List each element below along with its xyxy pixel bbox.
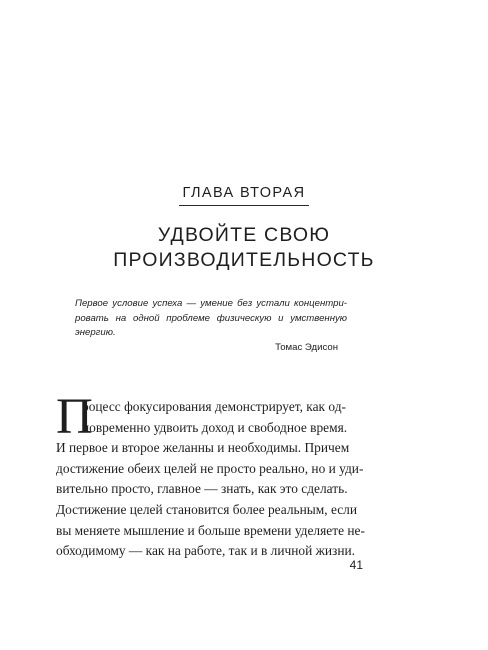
body-line: достижение обеих целей не просто реально, но и уди- bbox=[56, 460, 364, 476]
body-line: И первое и второе желанны и необходимы. Причем bbox=[56, 440, 350, 456]
body-line: вы меняете мышление и больше времени уделяете не- bbox=[56, 522, 365, 538]
drop-cap: П bbox=[56, 389, 93, 445]
epigraph-line: Первое условие успеха — умение без устали концентри- bbox=[75, 298, 347, 309]
epigraph-author: Томас Эдисон bbox=[275, 342, 338, 353]
body-line: Достижение целей становится более реальным, если bbox=[56, 501, 358, 517]
chapter-title bbox=[0, 223, 488, 273]
chapter-label-text: ГЛАВА ВТОРАЯ bbox=[179, 184, 310, 206]
epigraph-quote bbox=[75, 297, 347, 341]
epigraph-line: ровать на одной проблеме физическую и умственную bbox=[75, 312, 347, 324]
body-line: обходимому — как на работе, так и в личной жизни. bbox=[56, 543, 355, 559]
body-line: новременно удвоить доход и свободное время. bbox=[82, 419, 348, 435]
page-number: 41 bbox=[349, 558, 363, 572]
epigraph-line: энергию. bbox=[75, 327, 116, 338]
body-line: вительно просто, главное — знать, как это сделать. bbox=[56, 481, 348, 497]
body-line: роцесс фокусирования демонстрирует, как од- bbox=[82, 399, 346, 414]
chapter-label bbox=[0, 184, 488, 206]
body-paragraph bbox=[56, 389, 365, 562]
chapter-title-line-1: УДВОЙТЕ СВОЮ bbox=[157, 224, 331, 246]
chapter-title-line-2: ПРОИЗВОДИТЕЛЬНОСТЬ bbox=[113, 249, 375, 271]
